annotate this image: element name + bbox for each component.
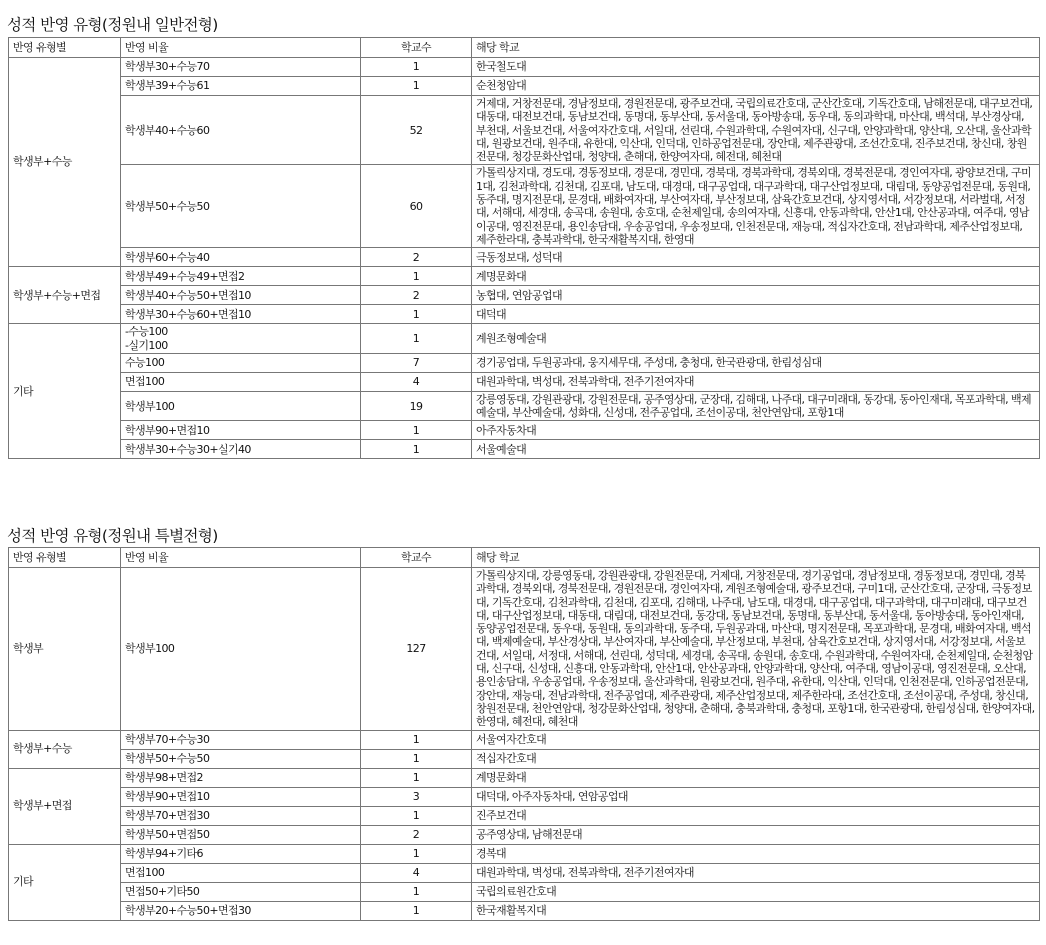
header-type: 반영 유형별 xyxy=(9,38,121,58)
group-cell: 기타 xyxy=(9,844,121,920)
group-cell: 학생부+수능 xyxy=(9,58,121,267)
schools-cell: 국립의료원간호대 xyxy=(472,882,1040,901)
table-row xyxy=(9,248,1040,267)
ratio-cell: 학생부94+기타6 xyxy=(121,844,361,863)
schools-cell: 거제대, 거창전문대, 경남정보대, 경원전문대, 광주보건대, 국립의료간호대, 군산간호대, 기독간호대, 남해전문대, 대구보건대, 대동대, 대전보건대, 동남보건대, 동명대, 동부산대, 동서울대, 동아방송대, 동우대, 동의과학대, 마산대, 백석대, 부산경상대, 부천대, 서울보건대, 서울여자간호대, 서일대, 선린대, 수원과학대, 수원여자대, 신구대, 안양과학대, 양산대, 오산대, 울산과학대, 원광보건대, 원주대, 유한대, 익산대, 인덕대, 인하공업전문대, 장안대, 제주관광대, 조선간호대, 진주보건대, 창신대, 창원전문대, 청강문화산업대, 청양대, 춘해대, 한양여자대, 혜전대, 혜천대 xyxy=(472,96,1040,165)
header-schools: 해당 학교 xyxy=(472,548,1040,568)
schools-cell: 경복대 xyxy=(472,844,1040,863)
count-cell: 4 xyxy=(361,372,472,391)
ratio-cell xyxy=(121,324,361,354)
group-cell: 학생부+수능 xyxy=(9,730,121,768)
count-cell: 1 xyxy=(361,58,472,77)
count-cell: 7 xyxy=(361,353,472,372)
table-row xyxy=(9,863,1040,882)
ratio-cell: 학생부49+수능49+면접2 xyxy=(121,267,361,286)
ratio-cell: 학생부40+수능60 xyxy=(121,96,361,165)
table-row xyxy=(9,77,1040,96)
ratio-cell: 학생부50+수능50 xyxy=(121,749,361,768)
ratio-cell: 면접100 xyxy=(121,863,361,882)
header-schools: 해당 학교 xyxy=(472,38,1040,58)
count-cell: 1 xyxy=(361,305,472,324)
table-row xyxy=(9,806,1040,825)
table-row xyxy=(9,305,1040,324)
group-cell: 학생부+면접 xyxy=(9,768,121,844)
ratio-cell: 수능100 xyxy=(121,353,361,372)
schools-cell: 한국철도대 xyxy=(472,58,1040,77)
table-row xyxy=(9,768,1040,787)
ratio-cell: 면접100 xyxy=(121,372,361,391)
schools-cell: 대원과학대, 벽성대, 전북과학대, 전주기전여자대 xyxy=(472,372,1040,391)
table-row xyxy=(9,372,1040,391)
schools-cell: 계명문화대 xyxy=(472,267,1040,286)
table-row xyxy=(9,844,1040,863)
ratio-cell: 학생부50+면접50 xyxy=(121,825,361,844)
table-row xyxy=(9,421,1040,440)
schools-cell: 가톨릭상지대, 강릉영동대, 강원관광대, 강원전문대, 거제대, 거창전문대, 경기공업대, 경남정보대, 경동정보대, 경민대, 경북과학대, 경북외대, 경북전문대, 경원전문대, 경인여자대, 계원조형예술대, 광주보건대, 구미1대, 군산간호대, 군장대, 극동정보대, 기독간호대, 김천과학대, 김천대, 김포대, 김해대, 나주대, 남도대, 대경대, 대구공업대, 대구과학대, 대구미래대, 대구보건대, 대구산업정보대, 대동대, 대림대, 대전보건대, 동강대, 동남보건대, 동명대, 동부산대, 동서울대, 동아방송대, 동아인재대, 동양공업전문대, 동우대, 동원대, 동의과학대, 동주대, 두원공과대, 마산대, 명지전문대, 목포과학대, 문경대, 배화여자대, 백석대, 백제예술대, 부산경상대, 부산여자대, 부산예술대, 부산정보대, 부천대, 삼육간호보건대, 상지영서대, 서강정보대, 서울보건대, 서일대, 서정대, 서해대, 선린대, 성덕대, 세경대, 송곡대, 송원대, 송호대, 수원과학대, 수원여자대, 순천제일대, 순천청암대, 신구대, 신성대, 신흥대, 안동과학대, 안산1대, 안산공과대, 안양과학대, 양산대, 여주대, 영남이공대, 영진전문대, 오산대, 용인송담대, 우송공업대, 우송정보대, 울산과학대, 원광보건대, 원주대, 유한대, 익산대, 인덕대, 인천전문대, 인하공업전문대, 장안대, 재능대, 전남과학대, 전주공업대, 제주관광대, 제주산업정보대, 제주한라대, 조선간호대, 조선이공대, 주성대, 창신대, 창원전문대, 천안연암대, 청강문화산업대, 청양대, 춘해대, 충북과학대, 충청대, 포항1대, 한국관광대, 한림성심대, 한양여자대, 한영대, 혜전대, 혜천대 xyxy=(472,568,1040,731)
special-admission-table xyxy=(8,547,1040,921)
count-cell: 1 xyxy=(361,806,472,825)
schools-cell: 진주보건대 xyxy=(472,806,1040,825)
table-row xyxy=(9,96,1040,165)
count-cell: 4 xyxy=(361,863,472,882)
table-row xyxy=(9,440,1040,459)
table-row xyxy=(9,267,1040,286)
table-row xyxy=(9,882,1040,901)
general-admission-table xyxy=(8,37,1040,459)
table-row xyxy=(9,353,1040,372)
schools-cell: 순천청암대 xyxy=(472,77,1040,96)
schools-cell: 강릉영동대, 강원관광대, 강원전문대, 공주영상대, 군장대, 김해대, 나주대, 대구미래대, 동강대, 동아인재대, 목포과학대, 백제예술대, 부산예술대, 성화대, 신성대, 전주공업대, 조선이공대, 천안연암대, 포항1대 xyxy=(472,391,1040,421)
schools-cell: 아주자동차대 xyxy=(472,421,1040,440)
count-cell: 1 xyxy=(361,421,472,440)
count-cell: 1 xyxy=(361,267,472,286)
ratio-cell: 학생부50+수능50 xyxy=(121,165,361,248)
count-cell: 2 xyxy=(361,286,472,305)
ratio-cell: 면접50+기타50 xyxy=(121,882,361,901)
ratio-cell: 학생부90+면접10 xyxy=(121,787,361,806)
count-cell: 1 xyxy=(361,768,472,787)
count-cell: 2 xyxy=(361,248,472,267)
schools-cell: 서울예술대 xyxy=(472,440,1040,459)
ratio-cell: 학생부30+수능30+실기40 xyxy=(121,440,361,459)
ratio-cell: 학생부20+수능50+면접30 xyxy=(121,901,361,920)
count-cell: 1 xyxy=(361,440,472,459)
table-row xyxy=(9,749,1040,768)
count-cell: 1 xyxy=(361,77,472,96)
count-cell: 1 xyxy=(361,882,472,901)
schools-cell: 대원과학대, 벽성대, 전북과학대, 전주기전여자대 xyxy=(472,863,1040,882)
table-header-row xyxy=(9,38,1040,58)
count-cell: 1 xyxy=(361,324,472,354)
count-cell: 127 xyxy=(361,568,472,731)
table-row xyxy=(9,825,1040,844)
count-cell: 1 xyxy=(361,844,472,863)
ratio-cell: 학생부30+수능60+면접10 xyxy=(121,305,361,324)
count-cell: 52 xyxy=(361,96,472,165)
schools-cell: 대덕대 xyxy=(472,305,1040,324)
table-row xyxy=(9,787,1040,806)
special-admission-title: 성적 반영 유형(정원내 특별전형) xyxy=(7,527,218,545)
general-admission-title: 성적 반영 유형(정원내 일반전형) xyxy=(7,16,218,34)
count-cell: 2 xyxy=(361,825,472,844)
table-row xyxy=(9,165,1040,248)
ratio-cell: 학생부30+수능70 xyxy=(121,58,361,77)
group-cell: 학생부+수능+면접 xyxy=(9,267,121,324)
schools-cell: 극동정보대, 성덕대 xyxy=(472,248,1040,267)
count-cell: 1 xyxy=(361,730,472,749)
table-header-row xyxy=(9,548,1040,568)
table-row xyxy=(9,730,1040,749)
schools-cell: 농협대, 연암공업대 xyxy=(472,286,1040,305)
schools-cell: 계원조형예술대 xyxy=(472,324,1040,354)
ratio-cell: 학생부98+면접2 xyxy=(121,768,361,787)
ratio-cell: 학생부100 xyxy=(121,568,361,731)
ratio-cell: 학생부70+수능30 xyxy=(121,730,361,749)
header-count: 학교수 xyxy=(361,38,472,58)
schools-cell: 계명문화대 xyxy=(472,768,1040,787)
table-row xyxy=(9,568,1040,731)
group-cell: 학생부 xyxy=(9,568,121,731)
ratio-line: -수능100 xyxy=(125,325,168,339)
ratio-cell: 학생부90+면접10 xyxy=(121,421,361,440)
table-row xyxy=(9,324,1040,354)
schools-cell: 가톨릭상지대, 경도대, 경동정보대, 경문대, 경민대, 경북대, 경북과학대, 경북외대, 경북전문대, 경인여자대, 광양보건대, 구미1대, 김천과학대, 김천대, 김포대, 남도대, 대경대, 대구공업대, 대구과학대, 대구산업정보대, 대림대, 동양공업전문대, 동원대, 동주대, 명지전문대, 문경대, 배화여자대, 부산여자대, 부산정보대, 삼육간호보건대, 상지영서대, 서강정보대, 서라벌대, 서정대, 서해대, 세경대, 송곡대, 송원대, 송호대, 순천제일대, 송의여자대, 신흥대, 안동과학대, 안산1대, 안산공과대, 여주대, 영남이공대, 영진전문대, 용인송담대, 우송공업대, 우송정보대, 인천전문대, 재능대, 적십자간호대, 전남과학대, 제주산업정보대, 제주한라대, 충북과학대, 한국재활복지대, 한영대 xyxy=(472,165,1040,248)
table-row xyxy=(9,391,1040,421)
count-cell: 1 xyxy=(361,901,472,920)
count-cell: 60 xyxy=(361,165,472,248)
table-row xyxy=(9,58,1040,77)
table-row xyxy=(9,286,1040,305)
ratio-cell: 학생부60+수능40 xyxy=(121,248,361,267)
header-type: 반영 유형별 xyxy=(9,548,121,568)
header-ratio: 반영 비율 xyxy=(121,38,361,58)
schools-cell: 서울여자간호대 xyxy=(472,730,1040,749)
ratio-cell: 학생부70+면접30 xyxy=(121,806,361,825)
schools-cell: 적십자간호대 xyxy=(472,749,1040,768)
table-row xyxy=(9,901,1040,920)
schools-cell: 경기공업대, 두원공과대, 웅지세무대, 주성대, 충청대, 한국관광대, 한림성심대 xyxy=(472,353,1040,372)
schools-cell: 공주영상대, 남해전문대 xyxy=(472,825,1040,844)
group-cell: 기타 xyxy=(9,324,121,459)
header-count: 학교수 xyxy=(361,548,472,568)
count-cell: 19 xyxy=(361,391,472,421)
schools-cell: 한국재활복지대 xyxy=(472,901,1040,920)
ratio-cell: 학생부100 xyxy=(121,391,361,421)
ratio-cell: 학생부39+수능61 xyxy=(121,77,361,96)
ratio-cell: 학생부40+수능50+면접10 xyxy=(121,286,361,305)
ratio-line: -실기100 xyxy=(125,338,168,352)
header-ratio: 반영 비율 xyxy=(121,548,361,568)
count-cell: 1 xyxy=(361,749,472,768)
count-cell: 3 xyxy=(361,787,472,806)
schools-cell: 대덕대, 아주자동차대, 연암공업대 xyxy=(472,787,1040,806)
